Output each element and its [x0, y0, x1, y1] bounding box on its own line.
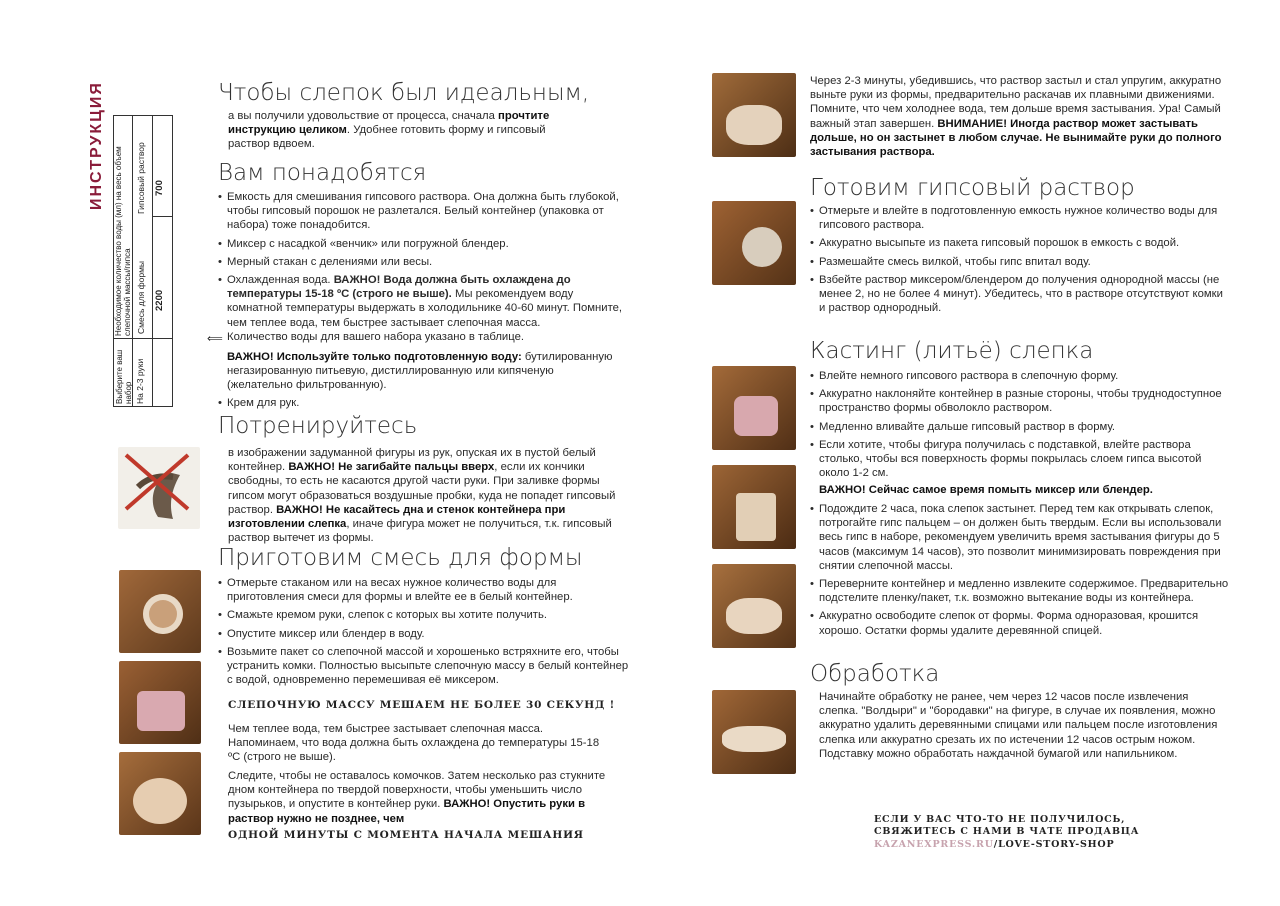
list-item: • Отмерьте и влейте в подготовленную емкость нужное количество воды для гипсового раствора. — [810, 204, 1230, 232]
list-item: • Мерный стакан с делениями или весы. — [218, 255, 628, 269]
step-photo-pour-water — [119, 570, 201, 653]
list-item: • Охлажденная вода. ВАЖНО! Вода должна быть охлаждена до температуры 15-18 ºС (строго не выше). Мы рекомендуем воду комнатной температуры выдержать в холодильнике 40-60 минут. Помните, чем теплее вода, тем быстрее застывает слепочная масса. — [218, 273, 628, 330]
table-col1-header: Выберите ваш набор — [115, 349, 133, 404]
plaster-list — [810, 204, 1230, 319]
heading-plaster-solution: Готовим гипсовый раствор — [810, 175, 1135, 201]
processing-text: Начинайте обработку не ранее, чем через 12 часов после извлечения слепка. "Волдыри" и "бородавки" на фигуре, в случае их появления, можно аккуратно удалить деревянными спицами или пальцем после изготовления слепка или аккуратно срезать их по истечении 12 часов острым ножом. Подставку можно обработать наждачной бумагой или напильником. — [819, 691, 1218, 760]
list-item: • Подождите 2 часа, пока слепок застынет. Перед тем как открывать слепок, потрогайте гипс пальцем – он должен быть твердым. Если вы использовали весь гипс в наборе, рекомендуем увеличить время застывания фигуры до 5 часов (максимум 14 часов), это позволит минимизировать повреждения при снятии слепочной массы. — [810, 502, 1230, 573]
list-item: • Миксер с насадкой «венчик» или погружной блендер. — [218, 237, 628, 251]
remove-hands-text: Через 2-3 минуты, убедившись, что раствор застыл и стал упругим, аккуратно выньте руки из формы, предварительно раскачав их плавными движениями. Помните, что чем холоднее вода, тем дольше время застывания. Ура! Самый важный этап завершен. ВНИМАНИЕ! Иногда раствор может застывать дольше, но он застынет в любом случае. Не вынимайте руки до полного застывания раствора. — [810, 75, 1222, 159]
step-photo-hands-in — [119, 752, 201, 835]
list-item: • Опустите миксер или блендер в воду. — [218, 627, 633, 641]
list-item: • Аккуратно высыпьте из пакета гипсовый порошок в емкость с водой. — [810, 236, 1230, 250]
heading-ideal-cast: Чтобы слепок был идеальным, — [218, 80, 590, 106]
no-bent-fingers-image — [118, 447, 200, 529]
table-col1-value: На 2-3 руки — [135, 358, 145, 404]
list-item: • Взбейте раствор миксером/блендером до получения однородной массы (не менее 2, но не более 4 минут). Убедитесь, что в растворе отсутствуют комки и раствор однородный. — [810, 273, 1230, 316]
table-mix-value: 2200 — [154, 289, 165, 311]
needs-list — [218, 190, 628, 334]
crossed-hand-icon — [118, 447, 200, 529]
list-item: • Влейте немного гипсового раствора в слепочную форму. — [810, 369, 1230, 383]
water-important-note: ВАЖНО! Используйте только подготовленную воду: бутилированную негазированную питьевую, дистиллированную или кипяченую (желательно фильтрованную). — [227, 351, 613, 392]
list-item: • Отмерьте стаканом или на весах нужное количество воды для приготовления смеси для формы и влейте ее в белый контейнер. — [218, 576, 633, 604]
list-item: • Крем для рук. — [218, 396, 418, 410]
arrow-left-icon: ⟸ — [207, 333, 223, 345]
intro-text: а вы получили удовольствие от процесса, сначала прочтите инструкцию целиком. Удобнее готовить форму и гипсовый раствор вдвоем. — [228, 110, 550, 151]
step-photo-extract — [712, 564, 796, 648]
instruction-vertical-title: ИНСТРУКЦИЯ — [88, 81, 105, 210]
heading-processing: Обработка — [810, 661, 940, 687]
table-mix-label: Смесь для формы — [136, 260, 146, 334]
list-item: • Размешайте смесь вилкой, чтобы гипс впитал воду. — [810, 255, 1230, 269]
cast-list-2 — [810, 502, 1230, 642]
list-item: • Если хотите, чтобы фигура получилась с подставкой, влейте раствора столько, чтобы вся поверхность формы покрылась слоем гипса высотой около 1-2 см. — [810, 438, 1230, 481]
list-item: • Аккуратно освободите слепок от формы. Форма одноразовая, крошится хорошо. Остатки формы удалите деревянной спицей. — [810, 609, 1230, 637]
table-col2-header: Необходимое количество воды (мл) на весь объем слепочной массы/гипса — [114, 146, 132, 336]
list-item: • Смажьте кремом руки, слепок с которых вы хотите получить. — [218, 608, 633, 622]
contact-line-2: СВЯЖИТЕСЬ С НАМИ В ЧАТЕ ПРОДАВЦА — [874, 826, 1140, 837]
mix-list — [218, 576, 633, 691]
water-table — [113, 115, 173, 407]
mix-temperature-note: Чем теплее вода, тем быстрее застывает слепочная масса. Напоминаем, что вода должна быть охлаждена до температуры 15-18 ºС (строго не выше). — [228, 723, 600, 764]
practice-text: в изображении задуманной фигуры из рук, опуская их в пустой белый контейнер. ВАЖНО! Не загибайте пальцы вверх, если их кончики свободны, то есть не касаются другой части руки. При заливке формы гипсом могут образоваться воздушные пробки, куда не попадет гипсовый раствор. ВАЖНО! Не касайтесь дна и стенок контейнера при изготовлении слепка, иначе фигура может не получиться, т.к. гипсовый раствор вытечет из формы. — [228, 447, 616, 545]
list-item: • Возьмите пакет со слепочной массой и хорошенько встряхните его, чтобы устранить комки. Полностью высыпьте слепочную массу в белый контейнер с водой, одновременно перемешивая её миксером. — [218, 645, 633, 688]
cream-list — [218, 396, 418, 414]
step-photo-processing — [712, 690, 796, 774]
heading-prepare-mix: Приготовим смесь для формы — [218, 545, 583, 571]
one-minute-warning: ОДНОЙ МИНУТЫ С МОМЕНТА НАЧАЛА МЕШАНИЯ — [228, 829, 584, 841]
wash-mixer-note: ВАЖНО! Сейчас самое время помыть миксер или блендер. — [819, 484, 1153, 496]
step-photo-mixer — [119, 661, 201, 744]
heading-casting: Кастинг (литьё) слепка — [810, 338, 1094, 364]
step-photo-plaster-mix — [712, 201, 796, 285]
mix-final-note: Следите, чтобы не оставалось комочков. Затем несколько раз стукните дном контейнера по твердой поверхности, чтобы уменьшить число пузырьков, и опустите в контейнер руки. ВАЖНО! Опустить руки в раствор нужно не позднее, чем — [228, 770, 606, 825]
cast-list — [810, 369, 1230, 484]
list-item: • Медленно вливайте дальше гипсовый раствор в форму. — [810, 420, 1230, 434]
table-plaster-label: Гипсовый раствор — [136, 142, 146, 214]
step-photo-wait — [712, 465, 796, 549]
list-item: • Переверните контейнер и медленно извлеките содержимое. Предварительно подстелите пленку/пакет, т.к. возможно вытекание воды из контейнера. — [810, 577, 1230, 605]
mix-30-seconds-warning: СЛЕПОЧНУЮ МАССУ МЕШАЕМ НЕ БОЛЕЕ 30 СЕКУНД ! — [228, 699, 616, 711]
contact-line-1: ЕСЛИ У ВАС ЧТО-ТО НЕ ПОЛУЧИЛОСЬ, — [874, 814, 1126, 825]
step-photo-remove-hands — [712, 73, 796, 157]
list-item: • Емкость для смешивания гипсового раствора. Она должна быть глубокой, чтобы гипсовый порошок не разлетался. Белый контейнер (упаковка от набора) тоже понадобится. — [218, 190, 628, 233]
table-plaster-value: 700 — [154, 180, 165, 196]
step-photo-pour-plaster — [712, 366, 796, 450]
shop-link[interactable]: KAZANEXPRESS.RU/LOVE-STORY-SHOP — [874, 839, 1115, 850]
water-amount-note: Количество воды для вашего набора указано в таблице. — [227, 331, 524, 343]
list-item: • Аккуратно наклоняйте контейнер в разные стороны, чтобы труднодоступное пространство формы обволокло раствором. — [810, 387, 1230, 415]
heading-practice: Потренируйтесь — [218, 413, 418, 439]
heading-you-need: Вам понадобятся — [218, 160, 427, 186]
